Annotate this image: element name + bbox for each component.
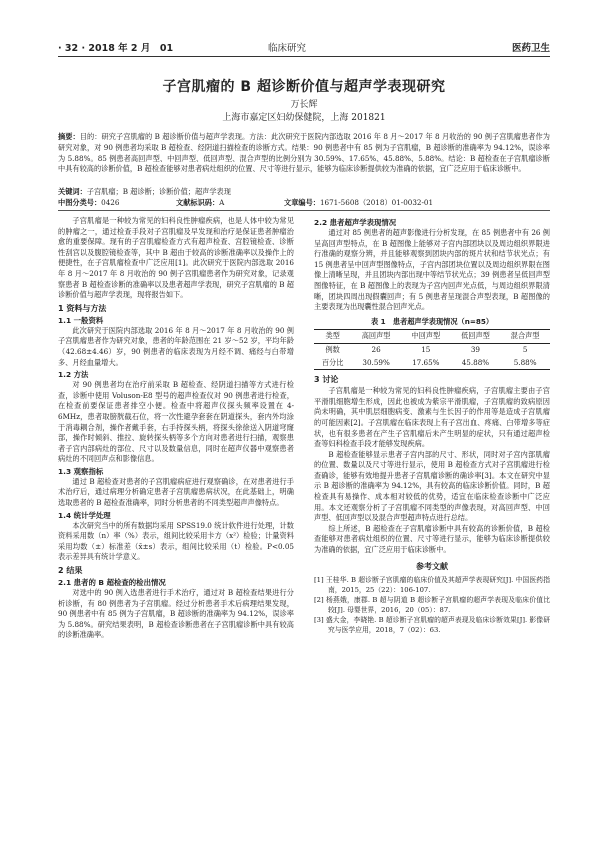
table-row	[314, 343, 550, 356]
table-header-row	[314, 330, 550, 344]
reference-item: [3] 盛大金，李晓艳. B 超诊断子宫肌瘤的超声表现及临床诊断效果[J]. 影像研究与医学应用，2018，7（02）：63.	[314, 616, 550, 635]
subsection-heading: 2.2 患者超声学表现情况	[314, 218, 397, 227]
doc-label: 文献标识码：	[176, 198, 220, 207]
author: 万长辉	[290, 100, 318, 110]
keywords-label: 关键词：	[58, 187, 87, 196]
left-column	[58, 216, 294, 641]
clc-value: 0426	[101, 198, 120, 207]
table-header-cell: 类型	[314, 330, 351, 344]
abstract-label: 摘要：	[58, 132, 80, 141]
keywords	[58, 187, 550, 197]
table-cell: 百分比	[314, 357, 351, 370]
paragraph: 本次研究当中的所有数据均采用 SPSS19.0 统计软件进行处理，计数资料采用数（n）率（%）表示，组间比较采用卡方（x²）检验；计量资料采用均数（±）标准差（x̄±s）表示，组间比较采用（t）检验。P<0.05 表示差异具有统计学意义。	[58, 520, 294, 562]
section-heading: 2 结果	[58, 566, 83, 576]
paragraph: 通过 B 超检查对患者的子宫肌瘤病症进行观察确诊，在对患者进行手术治疗后，通过病理分析确定患者子宫肌瘤患病状况，在此基础上，明确选取患者的 B 超检查准确率，同时分析患者的不同类型超声声像特点。	[58, 476, 294, 508]
subsection-heading: 1.1 一般资料	[58, 315, 104, 325]
section-heading: 3 讨论	[314, 375, 339, 385]
table-cell: 45.88%	[451, 357, 501, 370]
table-cell: 39	[470, 344, 481, 354]
header-divider	[58, 56, 550, 57]
reference-item: [2] 杨燕娥，康郡. B 超与阴道 B 超诊断子宫肌瘤的超声学表现及临床价值比较[J]. 母婴世界，2016，20（05）：87.	[314, 596, 550, 615]
subsection-heading: 1.2 方法	[58, 370, 89, 380]
journal-name: 医药卫生	[511, 43, 550, 54]
table-header-cell: 高回声型	[351, 330, 401, 344]
paragraph: 对 90 例患者均在治疗前采取 B 超检查、经阴道扫描等方式进行检查，诊断中使用 Voluson-E8 型号的超声检查仪对 90 例患者进行检查，在检查前要保证患者排空小便。检查中将超声仪探头频率设置在 4-6MHz，患者取膀胱截石位，将一次性避孕套套在阴道探头，套内外均涂于消毒耦合剂，操作者戴手套，右手持探头柄，将探头徐徐送入阴道穹窿部，操作时倾斜、推拉、旋转探头柄等多个方向对患者进行扫描，观察患者子宫内部病灶的部位、尺寸以及数量信息，同时在超声仪器中观察患者病灶的不同回声点和影像信息。	[58, 380, 294, 464]
section-label: 临床研究	[268, 43, 307, 54]
references-title: 参考文献	[416, 561, 448, 571]
results-table	[314, 329, 550, 370]
subsection-heading: 1.3 观察指标	[58, 466, 104, 476]
id-label: 文章编号：	[284, 198, 320, 207]
paragraph: 对选中的 90 例入选患者进行手术治疗，通过对 B 超检查结果进行分析诊断，有 80 例患者为子宫肌瘤。经过分析患者手术后病理结果发现，90 例患者中有 85 例为子宫肌瘤，B 超诊断的准确率为 94.12%，误诊率为 5.88%。研究结果表明，B 超检查诊断患者在子宫肌瘤诊断中具有较高的诊断准确率。	[58, 588, 294, 640]
table-row	[314, 357, 550, 370]
table-cell: 26	[371, 344, 381, 354]
table-cell: 30.59%	[351, 357, 401, 370]
abstract-text: 目的：研究子宫肌瘤的 B 超诊断价值与超声学表现。方法：此次研究于医院内部选取 2016 年 8 月～2017 年 8 月收治的 90 例子宫肌瘤患者作为研究对象，对 90 例患者均采取 B 超检查、经阴道扫描检查的诊断方式。结果：90 例患者中有 85 例为子宫肌瘤，B 超诊断的准确率为 94.12%，误诊率为 5.88%。85 例患者高回声型、中回声型、低回声型、混合声型的比例分别为 30.59%、17.65%、45.88%、5.88%。结论：B 超检查在子宫肌瘤诊断中具有较高的诊断价值，B 超检查能够对患者病灶组织的位置、尺寸等进行显示，能够为临床诊断提供较为准确的依据，宜广泛应用于临床诊断中。	[58, 132, 550, 174]
table-cell: 15	[421, 344, 431, 354]
table-title: 表 1 患者超声学表现情况（n=85）	[370, 316, 494, 326]
abstract	[58, 132, 550, 175]
paper-title: 子宫肌瘤的 B 超诊断价值与超声学表现研究	[162, 79, 446, 95]
keywords-text: 子宫肌瘤；B 超诊断；诊断价值；超声学表现	[86, 187, 231, 196]
clc-label: 中图分类号：	[58, 198, 102, 207]
table-cell: 例数	[325, 344, 340, 354]
id-value: 1671-5608（2018）01-0032-01	[319, 198, 434, 207]
paragraph: 综上所述，B 超检查在子宫肌瘤诊断中具有较高的诊断价值，B 超检查能够对患者病灶组织的位置、尺寸等进行显示，能够为临床诊断提供较为准确的依据，宜广泛应用于临床诊断中。	[314, 523, 550, 555]
doc-value: A	[219, 198, 225, 207]
paragraph: B 超检查能够显示患者子宫内部的尺寸、形状，同时对子宫内部肌瘤的位置、数量以及尺寸等进行显示，使用 B 超检查方式对子宫肌瘤进行检查确诊，能够有效地提升患者子宫肌瘤诊断的确诊率[3]。本文在研究中显示 B 超诊断的准确率为 94.12%，具有较高的临床诊断价值。同时，B 超检查具有易操作、成本相对较低的优势，适宜在临床检查诊断中广泛应用。本文还观察分析了子宫肌瘤不同类型的声像表现，对高回声型、中回声型、低回声型以及混合声型超声特点进行总结。	[314, 449, 550, 523]
table-cell: 5	[522, 344, 528, 354]
table-cell: 5.88%	[500, 357, 550, 370]
table-header-cell: 混合声型	[500, 330, 550, 344]
paragraph: 子宫肌瘤是一种较为常见的妇科良性肿瘤疾病，子宫肌瘤主要由子宫平滑肌细胞增生形成，因此也被成为紫宗平滑肌瘤，子宫肌瘤的致病原因尚未明确，其中肌层细胞病变、激素与生长因子的作用等是造成子宫肌瘤的可能因素[2]。子宫肌瘤在临床表现上有子宫出血、疼痛、白带增多等症状，也有很多患者在产生子宫肌瘤后未产生明显的症状，只有通过超声检查等妇科检查手段才能够发现疾病。	[314, 386, 550, 449]
intro-paragraph: 子宫肌瘤是一种较为常见的妇科良性肿瘤疾病，也是人体中较为常见的肿瘤之一，通过检查手段对子宫肌瘤及早发现和治疗是保证患者肿瘤治愈的重要保障。现有的子宫肌瘤检查方式有超声检查、宫腔镜检查、诊断性刮宫以及腹腔镜检查等，其中 B 超由于较高的诊断准确率以及操作上的便捷性，在子宫肌瘤检查中广泛应用[1]。此次研究于医院内部选取 2016 年 8 月～2017 年 8 月收治的 90 例子宫肌瘤患者作为研究对象，记录观察患者 B 超检查诊断的准确率以及患者超声学表现，研究子宫肌瘤的 B 超诊断价值与超声学表现，现将报告如下。	[58, 216, 294, 300]
running-header	[58, 40, 550, 56]
section-heading: 1 资料与方法	[58, 303, 107, 313]
affiliation: 上海市嘉定区妇幼保健院，上海 201821	[222, 113, 386, 123]
right-column	[314, 216, 550, 635]
table-header-cell: 中回声型	[401, 330, 451, 344]
paragraph: 通过对 85 例患者的超声影像进行分析发现，在 85 例患者中有 26 例呈高回声型特点，在 B 超图像上能够对子宫内部团块以及周边组织界限进行准确的观察分辨，并且能够观察到团块内部的斑片状和结节状光点；有 15 例患者呈中回声型图像特点，子宫内部团块位置以及周边组织界限在图像上清晰呈现，并且团块内部出现中等结节状光点；39 例患者呈低回声型图像特征，在 B 超图像上的表现为子宫内回声光点低，与周边组织界限清晰，团块四周出现假囊回声；有 5 例患者呈现混合声型表现，B 超图像的主要表现为出现囊性混合回声光点。	[314, 228, 550, 312]
table-cell: 17.65%	[401, 357, 451, 370]
reference-item: [1] 王桂华. B 超诊断子宫肌瘤的临床价值及其超声学表现研究[J]. 中国医药指南，2015，25（22）：106-107.	[314, 576, 550, 595]
paragraph: 此次研究于医院内部选取 2016 年 8 月～2017 年 8 月收治的 90 例子宫肌瘤患者作为研究对象，患者的年龄范围在 21 岁～52 岁，平均年龄（42.68±4.46）岁，90 例患者的临床表现为月经不调、痛经与白带增多、月经血量增大。	[58, 325, 294, 367]
table-header-cell: 低回声型	[451, 330, 501, 344]
meta-divider	[58, 210, 550, 211]
subsection-heading: 1.4 统计学处理	[58, 510, 111, 520]
page-date: · 32 · 2018 年 2 月 01	[58, 43, 174, 54]
subsection-heading: 2.1 患者的 B 超检查的检出情况	[58, 578, 166, 588]
